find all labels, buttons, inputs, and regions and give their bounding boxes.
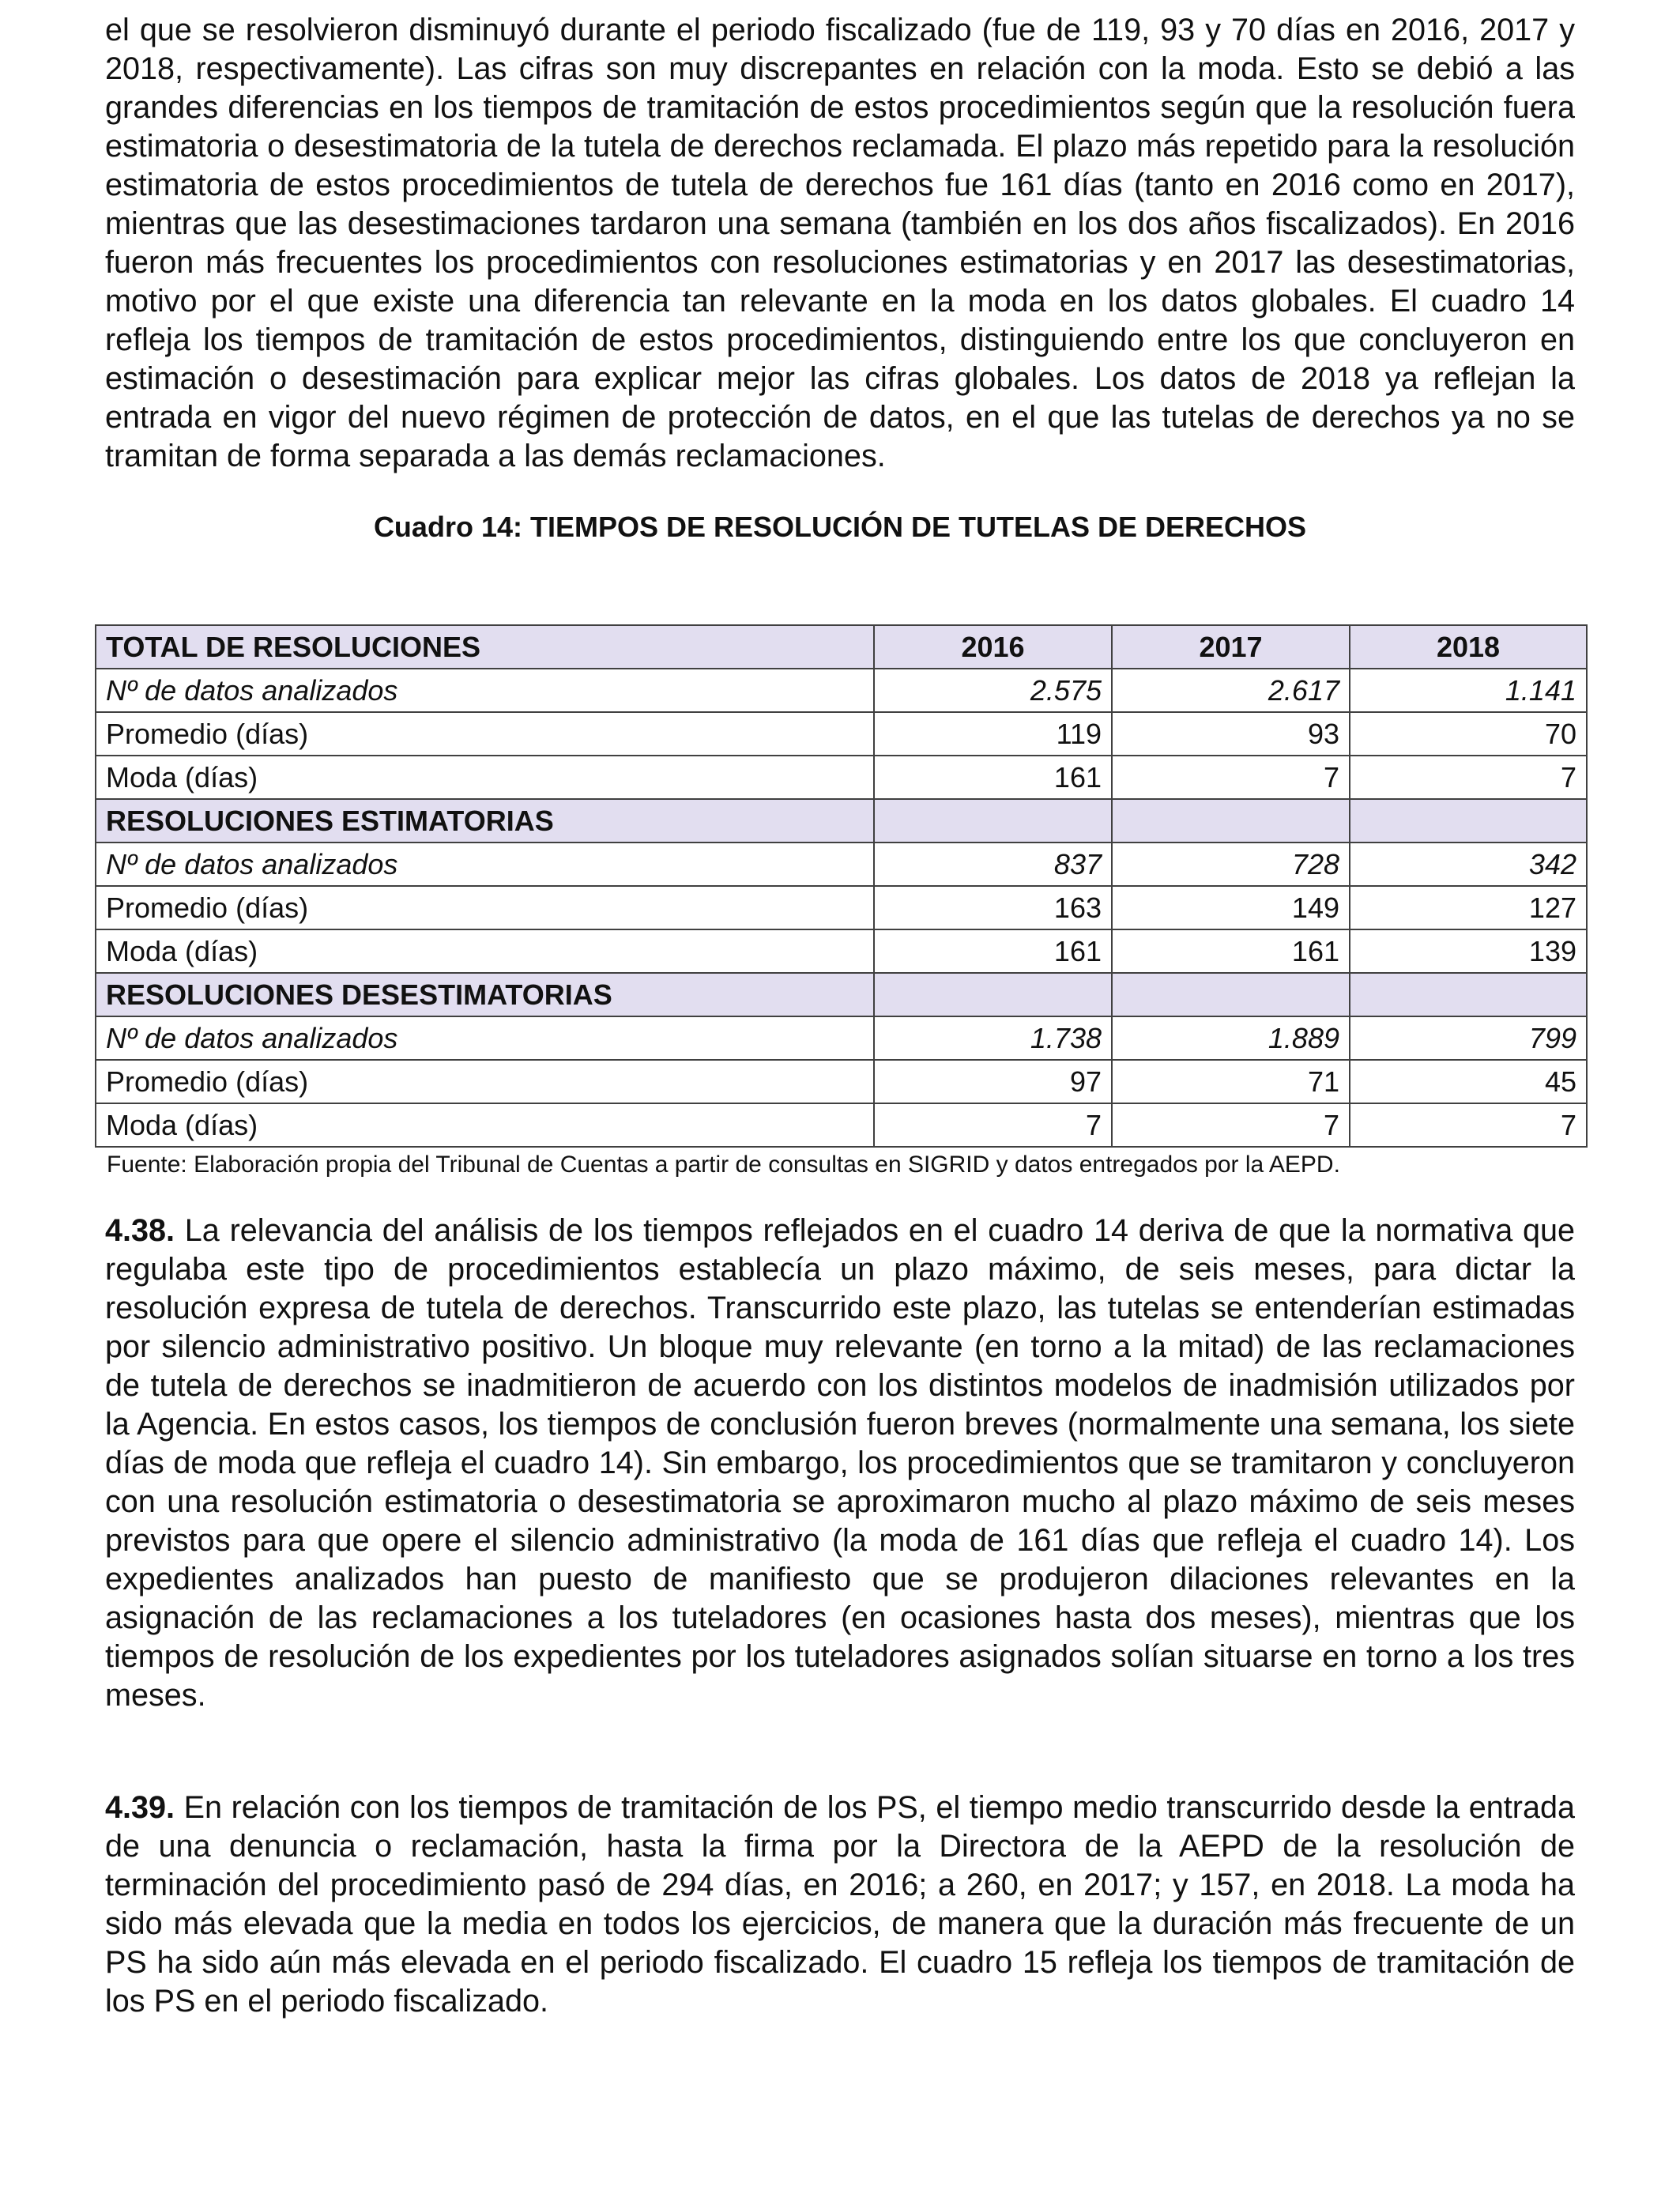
table-cell: 163	[874, 886, 1112, 929]
row-label: Moda (días)	[96, 929, 874, 973]
table-cell: 1.738	[874, 1016, 1112, 1060]
table-header-row	[96, 625, 1587, 669]
table-caption: Cuadro 14: TIEMPOS DE RESOLUCIÓN DE TUTELAS DE DERECHOS	[373, 511, 1307, 543]
paragraph-text: La relevancia del análisis de los tiempos reflejados en el cuadro 14 deriva de que la normativa que regulaba este tipo de procedimientos establecía un plazo máximo, de seis meses, para dictar la resolución expresa de tutela de derechos. Transcurrido este plazo, las tutelas se entenderían estimadas por silencio administrativo positivo. Un bloque muy relevante (en torno a la mitad) de las reclamaciones de tutela de derechos se inadmitieron de acuerdo con los distintos modelos de inadmisión utilizados por la Agencia. En estos casos, los tiempos de conclusión fueron breves (normalmente una semana, los siete días de moda que refleja el cuadro 14). Sin embargo, los procedimientos que se tramitaron y concluyeron con una resolución estimatoria o desestimatoria se aproximaron mucho al plazo máximo de seis meses previstos para que opere el silencio administrativo (la moda de 161 días que refleja el cuadro 14). Los expedientes analizados han puesto de manifiesto que se produjeron dilaciones relevantes en la asignación de las reclamaciones a los tuteladores (en ocasiones hasta dos meses), mientras que los tiempos de resolución de los expedientes por los tuteladores asignados solían situarse en torno a los tres meses.	[105, 1213, 1575, 1713]
table-cell: 7	[1112, 1103, 1350, 1147]
source-note: Fuente: Elaboración propia del Tribunal de Cuentas a partir de consultas en SIGRID y datos entregados por la AEPD.	[107, 1152, 1340, 1178]
table-cell: 93	[1112, 712, 1350, 756]
row-label: Moda (días)	[96, 756, 874, 799]
row-label: Nº de datos analizados	[96, 669, 874, 712]
table-cell: 2.575	[874, 669, 1112, 712]
row-label: Promedio (días)	[96, 712, 874, 756]
table-cell: 70	[1350, 712, 1587, 756]
row-label: Moda (días)	[96, 1103, 874, 1147]
table-cell: 161	[1112, 929, 1350, 973]
paragraph-4-38	[105, 1212, 1575, 1715]
paragraph-4-39	[105, 1789, 1575, 2021]
table-cell: 1.889	[1112, 1016, 1350, 1060]
row-label: Nº de datos analizados	[96, 1016, 874, 1060]
empty-cell	[1112, 799, 1350, 843]
table-row	[96, 886, 1587, 929]
table-row	[96, 756, 1587, 799]
table-row	[96, 843, 1587, 886]
table-cell: 119	[874, 712, 1112, 756]
empty-cell	[1350, 799, 1587, 843]
table-cell: 728	[1112, 843, 1350, 886]
year-header-2016: 2016	[874, 625, 1112, 669]
table-cell: 2.617	[1112, 669, 1350, 712]
row-label: Promedio (días)	[96, 1060, 874, 1103]
paragraph-body	[105, 1789, 1575, 2021]
year-header-2018: 2018	[1350, 625, 1587, 669]
section-heading-desestimatorias: RESOLUCIONES DESESTIMATORIAS	[96, 973, 874, 1016]
section-header-row	[96, 799, 1587, 843]
table-cell: 799	[1350, 1016, 1587, 1060]
table-row	[96, 929, 1587, 973]
table-row	[96, 1060, 1587, 1103]
empty-cell	[1112, 973, 1350, 1016]
document-page	[105, 11, 1575, 545]
table-row	[96, 1103, 1587, 1147]
section-heading-total: TOTAL DE RESOLUCIONES	[96, 625, 874, 669]
table-cell: 97	[874, 1060, 1112, 1103]
table-cell: 7	[1350, 756, 1587, 799]
table-row	[96, 669, 1587, 712]
table-cell: 127	[1350, 886, 1587, 929]
table-cell: 342	[1350, 843, 1587, 886]
intro-paragraph: el que se resolvieron disminuyó durante el periodo fiscalizado (fue de 119, 93 y 70 días en 2016, 2017 y 2018, respectivamente). Las cifras son muy discrepantes en relación con la moda. Esto se debió a las grandes diferencias en los tiempos de tramitación de estos procedimientos según que la resolución fuera estimatoria o desestimatoria de la tutela de derechos reclamada. El plazo más repetido para la resolución estimatoria de estos procedimientos de tutela de derechos fue 161 días (tanto en 2016 como en 2017), mientras que las desestimaciones tardaron una semana (también en los dos años fiscalizados). En 2016 fueron más frecuentes los procedimientos con resoluciones estimatorias y en 2017 las desestimatorias, motivo por el que existe una diferencia tan relevante en la moda en los datos globales. El cuadro 14 refleja los tiempos de tramitación de estos procedimientos, distinguiendo entre los que concluyeron en estimación o desestimación para explicar mejor las cifras globales. Los datos de 2018 ya reflejan la entrada en vigor del nuevo régimen de protección de datos, en el que las tutelas de derechos ya no se tramitan de forma separada a las demás reclamaciones.	[105, 13, 1575, 473]
empty-cell	[874, 973, 1112, 1016]
empty-cell	[874, 799, 1112, 843]
section-heading-estimatorias: RESOLUCIONES ESTIMATORIAS	[96, 799, 874, 843]
table-cell: 1.141	[1350, 669, 1587, 712]
paragraph-number: 4.38.	[105, 1213, 175, 1248]
paragraph-body	[105, 1212, 1575, 1715]
row-label: Promedio (días)	[96, 886, 874, 929]
year-header-2017: 2017	[1112, 625, 1350, 669]
table-cell: 7	[1350, 1103, 1587, 1147]
row-label: Nº de datos analizados	[96, 843, 874, 886]
table-row	[96, 712, 1587, 756]
empty-cell	[1350, 973, 1587, 1016]
table-cell: 71	[1112, 1060, 1350, 1103]
table-cell: 161	[874, 929, 1112, 973]
table-cell: 139	[1350, 929, 1587, 973]
table-row	[96, 1016, 1587, 1060]
table-cell: 7	[874, 1103, 1112, 1147]
paragraph-number: 4.39.	[105, 1790, 175, 1825]
table-cell: 149	[1112, 886, 1350, 929]
table-cell: 837	[874, 843, 1112, 886]
table-container	[95, 624, 1586, 1179]
table-cell: 45	[1350, 1060, 1587, 1103]
table-cell: 7	[1112, 756, 1350, 799]
section-header-row	[96, 973, 1587, 1016]
resolution-times-table	[95, 624, 1588, 1148]
table-cell: 161	[874, 756, 1112, 799]
paragraph-text: En relación con los tiempos de tramitación de los PS, el tiempo medio transcurrido desde la entrada de una denuncia o reclamación, hasta la firma por la Directora de la AEPD de la resolución de terminación del procedimiento pasó de 294 días, en 2016; a 260, en 2017; y 157, en 2018. La moda ha sido más elevada que la media en todos los ejercicios, de manera que la duración más frecuente de un PS ha sido aún más elevada en el periodo fiscalizado. El cuadro 15 refleja los tiempos de tramitación de los PS en el periodo fiscalizado.	[105, 1790, 1575, 2019]
